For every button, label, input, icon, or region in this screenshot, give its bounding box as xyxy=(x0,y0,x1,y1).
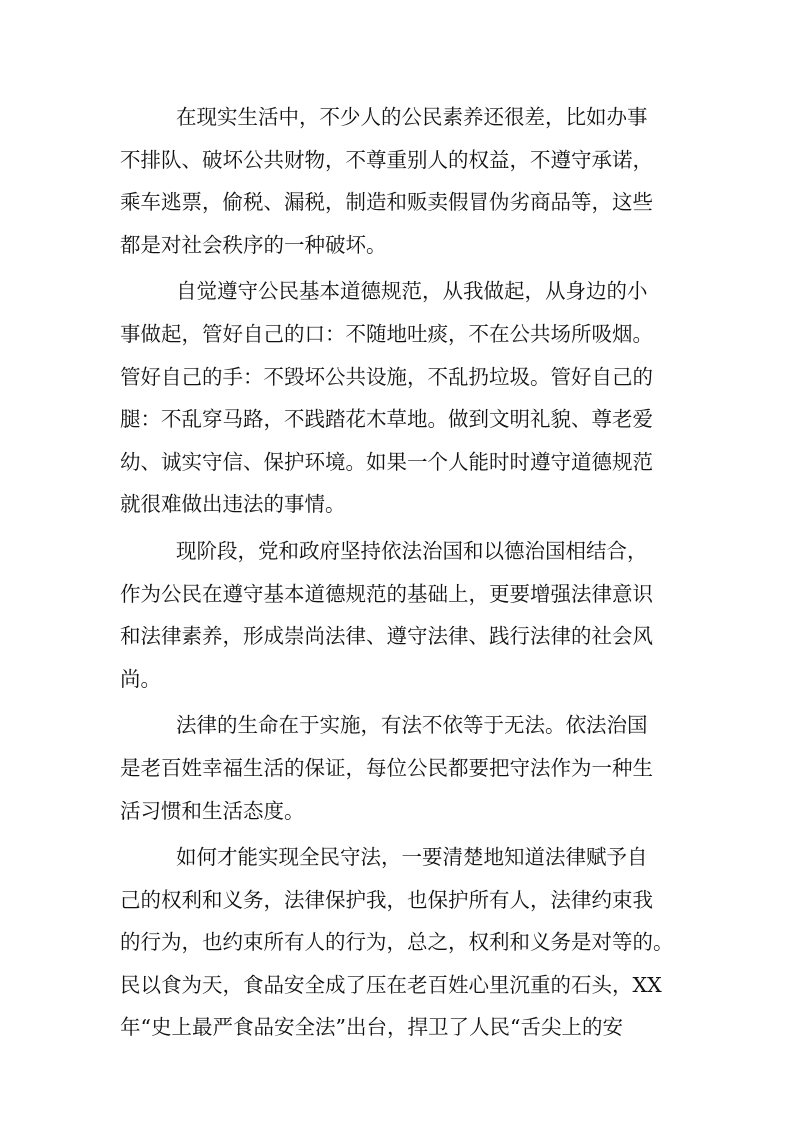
paragraph-3 xyxy=(120,530,680,700)
paragraph-line: 活习惯和生活态度。 xyxy=(120,798,305,823)
paragraph-5 xyxy=(120,836,680,1049)
paragraph-line: 如何才能实现全民守法，一要清楚地知道法律赋予自 xyxy=(176,845,648,870)
paragraph-line: 是老百姓幸福生活的保证，每位公民都要把守法作为一种生 xyxy=(120,755,653,780)
paragraph-line: 己的权利和义务，法律保护我，也保护所有人，法律约束我 xyxy=(120,887,653,912)
paragraph-line: 法律的生命在于实施，有法不依等于无法。依法治国 xyxy=(176,713,648,738)
paragraph-line: 和法律素养，形成崇尚法律、遵守法律、践行法律的社会风 xyxy=(120,624,653,649)
paragraph-line: 年“史上最严食品安全法”出台，捍卫了人民“舌尖上的安 xyxy=(120,1015,623,1040)
paragraph-line: 作为公民在遵守基本道德规范的基础上，更要增强法律意识 xyxy=(120,581,653,606)
document-body xyxy=(120,96,680,1053)
paragraph-line: 事做起，管好自己的口：不随地吐痰，不在公共场所吸烟。 xyxy=(120,321,653,346)
paragraph-line: 自觉遵守公民基本道德规范，从我做起，从身边的小 xyxy=(176,279,648,304)
paragraph-2 xyxy=(120,270,680,526)
paragraph-line: 幼、诚实守信、保护环境。如果一个人能时时遵守道德规范 xyxy=(120,449,653,474)
paragraph-line: 管好自己的手：不毁坏公共设施，不乱扔垃圾。管好自己的 xyxy=(120,364,653,389)
paragraph-line: 乘车逃票，偷税、漏税，制造和贩卖假冒伪劣商品等，这些 xyxy=(120,190,653,215)
paragraph-line: 现阶段，党和政府坚持依法治国和以德治国相结合， xyxy=(176,538,648,563)
paragraph-line: 腿：不乱穿马路，不践踏花木草地。做到文明礼貌、尊老爱 xyxy=(120,407,653,432)
paragraph-line: 都是对社会秩序的一种破坏。 xyxy=(120,232,387,257)
paragraph-4 xyxy=(120,704,680,832)
paragraph-line: 就很难做出违法的事情。 xyxy=(120,492,346,517)
paragraph-line: 的行为，也约束所有人的行为，总之，权利和义务是对等的。 xyxy=(120,930,674,955)
paragraph-1 xyxy=(120,96,680,266)
paragraph-line: 尚。 xyxy=(120,666,161,691)
paragraph-line: 民以食为天，食品安全成了压在老百姓心里沉重的石头，XX xyxy=(120,972,662,997)
paragraph-line: 不排队、破坏公共财物，不尊重别人的权益，不遵守承诺， xyxy=(120,147,653,172)
paragraph-line: 在现实生活中，不少人的公民素养还很差，比如办事 xyxy=(176,105,648,129)
